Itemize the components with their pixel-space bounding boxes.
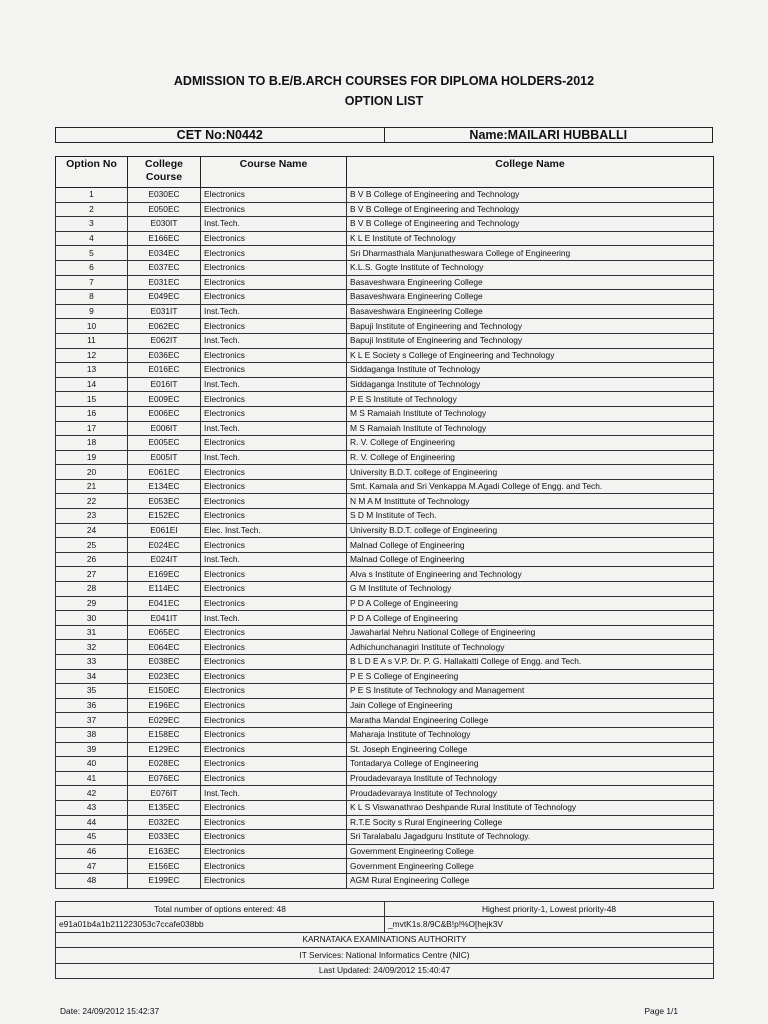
option-no-cell: 32 [56, 640, 128, 655]
option-no-cell: 31 [56, 625, 128, 640]
course-name-cell: Electronics [201, 406, 347, 421]
table-row [56, 231, 714, 246]
college-course-cell: E016EC [128, 363, 201, 378]
college-name-cell: M S Ramaiah Institute of Technology [347, 421, 714, 436]
college-name-cell: Sri Taralabalu Jagadguru Institute of Technology. [347, 830, 714, 845]
table-row [56, 465, 714, 480]
college-name-cell: K L E Institute of Technology [347, 231, 714, 246]
option-no-cell: 7 [56, 275, 128, 290]
table-row [56, 625, 714, 640]
table-row [56, 319, 714, 334]
option-no-cell: 3 [56, 217, 128, 232]
authority-name: KARNATAKA EXAMINATIONS AUTHORITY [56, 932, 714, 947]
course-name-cell: Electronics [201, 494, 347, 509]
college-course-cell: E009EC [128, 392, 201, 407]
college-name-cell: Jawaharlal Nehru National College of Engineering [347, 625, 714, 640]
option-no-cell: 12 [56, 348, 128, 363]
table-row [56, 479, 714, 494]
college-course-cell: E152EC [128, 509, 201, 524]
course-name-cell: Electronics [201, 582, 347, 597]
candidate-info-box [55, 127, 713, 143]
college-course-cell: E199EC [128, 873, 201, 888]
college-course-cell: E129EC [128, 742, 201, 757]
table-row [56, 188, 714, 203]
college-name-cell: Proudadevaraya Institute of Technology [347, 786, 714, 801]
college-course-cell: E076EC [128, 771, 201, 786]
college-course-cell: E053EC [128, 494, 201, 509]
option-no-cell: 40 [56, 757, 128, 772]
course-name-cell: Electronics [201, 246, 347, 261]
option-no-cell: 45 [56, 830, 128, 845]
course-name-cell: Electronics [201, 290, 347, 305]
college-course-cell: E031EC [128, 275, 201, 290]
table-row [56, 246, 714, 261]
course-name-cell: Inst.Tech. [201, 786, 347, 801]
option-no-cell: 24 [56, 523, 128, 538]
course-name-cell: Inst.Tech. [201, 333, 347, 348]
college-course-cell: E006IT [128, 421, 201, 436]
college-course-cell: E016IT [128, 377, 201, 392]
option-no-cell: 29 [56, 596, 128, 611]
table-row [56, 202, 714, 217]
table-row [56, 771, 714, 786]
option-no-cell: 1 [56, 188, 128, 203]
last-updated: Last Updated: 24/09/2012 15:40:47 [56, 963, 714, 978]
course-name-cell: Electronics [201, 479, 347, 494]
table-row [56, 859, 714, 874]
college-name-cell: University B.D.T. college of Engineering [347, 523, 714, 538]
table-row [56, 757, 714, 772]
college-course-cell: E156EC [128, 859, 201, 874]
course-name-cell: Electronics [201, 260, 347, 275]
college-name-cell: Malnad College of Engineering [347, 552, 714, 567]
course-name-cell: Electronics [201, 392, 347, 407]
college-course-cell: E024EC [128, 538, 201, 553]
college-name-cell: K.L.S. Gogte Institute of Technology [347, 260, 714, 275]
college-name-cell: P E S College of Engineering [347, 669, 714, 684]
table-row [56, 742, 714, 757]
table-row [56, 727, 714, 742]
college-name-cell: Government Engineering College [347, 859, 714, 874]
course-name-cell: Electronics [201, 363, 347, 378]
course-name-cell: Electronics [201, 771, 347, 786]
column-header-college-course: College Course [128, 157, 201, 188]
college-name-cell: Malnad College of Engineering [347, 538, 714, 553]
table-row [56, 436, 714, 451]
course-name-cell: Inst.Tech. [201, 552, 347, 567]
option-no-cell: 9 [56, 304, 128, 319]
hash-left: e91a01b4a1b211223053c7ccafe038bb [56, 917, 385, 932]
college-course-cell: E166EC [128, 231, 201, 246]
college-course-cell: E032EC [128, 815, 201, 830]
course-name-cell: Inst.Tech. [201, 304, 347, 319]
table-row [56, 523, 714, 538]
page-number: Page 1/1 [644, 1006, 678, 1016]
college-course-cell: E029EC [128, 713, 201, 728]
college-name-cell: Basaveshwara Engineering College [347, 290, 714, 305]
college-name-cell: B V B College of Engineering and Technology [347, 188, 714, 203]
college-name-cell: Adhichunchanagiri Institute of Technology [347, 640, 714, 655]
college-name-cell: B V B College of Engineering and Technology [347, 217, 714, 232]
college-name-cell: Government Engineering College [347, 844, 714, 859]
course-name-cell: Electronics [201, 713, 347, 728]
college-course-cell: E005EC [128, 436, 201, 451]
college-name-cell: P E S Institute of Technology and Management [347, 684, 714, 699]
option-no-cell: 17 [56, 421, 128, 436]
college-course-cell: E062EC [128, 319, 201, 334]
college-name-cell: Maratha Mandal Engineering College [347, 713, 714, 728]
table-row [56, 596, 714, 611]
table-row [56, 830, 714, 845]
option-no-cell: 46 [56, 844, 128, 859]
option-no-cell: 44 [56, 815, 128, 830]
college-course-cell: E041EC [128, 596, 201, 611]
college-name-cell: P D A College of Engineering [347, 596, 714, 611]
college-course-cell: E169EC [128, 567, 201, 582]
option-no-cell: 48 [56, 873, 128, 888]
option-no-cell: 19 [56, 450, 128, 465]
hash-right: _mvtK1s.8/9C&B!p!%O[hejk3V [385, 917, 714, 932]
college-name-cell: Smt. Kamala and Sri Venkappa M.Agadi College of Engg. and Tech. [347, 479, 714, 494]
college-course-cell: E036EC [128, 348, 201, 363]
option-no-cell: 39 [56, 742, 128, 757]
option-no-cell: 27 [56, 567, 128, 582]
course-name-cell: Inst.Tech. [201, 217, 347, 232]
college-course-cell: E065EC [128, 625, 201, 640]
college-course-cell: E041IT [128, 611, 201, 626]
table-row [56, 406, 714, 421]
option-no-cell: 14 [56, 377, 128, 392]
table-row [56, 290, 714, 305]
table-row [56, 333, 714, 348]
option-no-cell: 18 [56, 436, 128, 451]
course-name-cell: Electronics [201, 188, 347, 203]
college-course-cell: E030IT [128, 217, 201, 232]
college-name-cell: AGM Rural Engineering College [347, 873, 714, 888]
course-name-cell: Electronics [201, 465, 347, 480]
college-name-cell: R. V. College of Engineering [347, 450, 714, 465]
course-name-cell: Electronics [201, 830, 347, 845]
table-row [56, 713, 714, 728]
college-course-cell: E024IT [128, 552, 201, 567]
table-row [56, 363, 714, 378]
college-name-cell: Sri Dharmasthala Manjunatheswara College of Engineering [347, 246, 714, 261]
option-no-cell: 8 [56, 290, 128, 305]
college-course-cell: E033EC [128, 830, 201, 845]
college-name-cell: Jain College of Engineering [347, 698, 714, 713]
course-name-cell: Electronics [201, 596, 347, 611]
college-course-cell: E163EC [128, 844, 201, 859]
college-name-cell: Basaveshwara Engineering College [347, 275, 714, 290]
course-name-cell: Electronics [201, 655, 347, 670]
course-name-cell: Inst.Tech. [201, 611, 347, 626]
college-name-cell: St. Joseph Engineering College [347, 742, 714, 757]
course-name-cell: Electronics [201, 800, 347, 815]
college-name-cell: Alva s Institute of Engineering and Technology [347, 567, 714, 582]
course-name-cell: Electronics [201, 202, 347, 217]
college-course-cell: E158EC [128, 727, 201, 742]
option-no-cell: 35 [56, 684, 128, 699]
course-name-cell: Electronics [201, 859, 347, 874]
table-row [56, 421, 714, 436]
college-name-cell: S D M Institute of Tech. [347, 509, 714, 524]
college-course-cell: E049EC [128, 290, 201, 305]
college-name-cell: K L S Viswanathrao Deshpande Rural Institute of Technology [347, 800, 714, 815]
option-no-cell: 6 [56, 260, 128, 275]
course-name-cell: Electronics [201, 727, 347, 742]
table-row [56, 815, 714, 830]
table-row [56, 450, 714, 465]
table-row [56, 494, 714, 509]
college-course-cell: E114EC [128, 582, 201, 597]
document-title: ADMISSION TO B.E/B.ARCH COURSES FOR DIPLOMA HOLDERS-2012 [173, 74, 595, 88]
college-course-cell: E150EC [128, 684, 201, 699]
college-name-cell: Maharaja Institute of Technology [347, 727, 714, 742]
college-course-cell: E134EC [128, 479, 201, 494]
authority-row [56, 932, 714, 947]
course-name-cell: Electronics [201, 873, 347, 888]
college-name-cell: Siddaganga Institute of Technology [347, 363, 714, 378]
course-name-cell: Inst.Tech. [201, 377, 347, 392]
college-course-cell: E005IT [128, 450, 201, 465]
course-name-cell: Electronics [201, 319, 347, 334]
candidate-name: Name:MAILARI HUBBALLI [384, 128, 713, 142]
college-name-cell: K L E Society s College of Engineering and Technology [347, 348, 714, 363]
college-name-cell: R. V. College of Engineering [347, 436, 714, 451]
option-no-cell: 5 [56, 246, 128, 261]
course-name-cell: Electronics [201, 567, 347, 582]
table-row [56, 873, 714, 888]
course-name-cell: Electronics [201, 815, 347, 830]
option-no-cell: 20 [56, 465, 128, 480]
college-course-cell: E031IT [128, 304, 201, 319]
table-row [56, 275, 714, 290]
college-course-cell: E028EC [128, 757, 201, 772]
table-row [56, 684, 714, 699]
college-name-cell: University B.D.T. college of Engineering [347, 465, 714, 480]
table-body [56, 188, 714, 889]
course-name-cell: Elec. Inst.Tech. [201, 523, 347, 538]
column-header-college-name: College Name [347, 157, 714, 188]
table-row [56, 304, 714, 319]
option-no-cell: 41 [56, 771, 128, 786]
college-course-cell: E064EC [128, 640, 201, 655]
option-no-cell: 42 [56, 786, 128, 801]
college-course-cell: E050EC [128, 202, 201, 217]
table-row [56, 698, 714, 713]
course-name-cell: Electronics [201, 348, 347, 363]
table-row [56, 800, 714, 815]
college-course-cell: E061EI [128, 523, 201, 538]
college-course-cell: E034EC [128, 246, 201, 261]
table-row [56, 552, 714, 567]
summary-row [56, 902, 714, 917]
option-no-cell: 4 [56, 231, 128, 246]
option-no-cell: 13 [56, 363, 128, 378]
college-name-cell: Siddaganga Institute of Technology [347, 377, 714, 392]
option-no-cell: 16 [56, 406, 128, 421]
table-row [56, 640, 714, 655]
column-header-option-no: Option No [56, 157, 128, 188]
college-course-cell: E038EC [128, 655, 201, 670]
option-no-cell: 38 [56, 727, 128, 742]
college-course-cell: E006EC [128, 406, 201, 421]
table-row [56, 582, 714, 597]
course-name-cell: Electronics [201, 640, 347, 655]
summary-table [55, 901, 714, 979]
college-name-cell: B V B College of Engineering and Technology [347, 202, 714, 217]
college-name-cell: B L D E A s V.P. Dr. P. G. Hallakatti College of Engg. and Tech. [347, 655, 714, 670]
option-no-cell: 11 [56, 333, 128, 348]
print-date: Date: 24/09/2012 15:42:37 [60, 1006, 160, 1016]
table-row [56, 567, 714, 582]
course-name-cell: Electronics [201, 684, 347, 699]
option-no-cell: 30 [56, 611, 128, 626]
course-name-cell: Electronics [201, 669, 347, 684]
course-name-cell: Electronics [201, 538, 347, 553]
table-header-row [56, 157, 714, 188]
college-name-cell: N M A M Instittute of Technology [347, 494, 714, 509]
course-name-cell: Electronics [201, 625, 347, 640]
college-course-cell: E135EC [128, 800, 201, 815]
last-updated-row [56, 963, 714, 978]
table-row [56, 538, 714, 553]
table-row [56, 786, 714, 801]
option-no-cell: 15 [56, 392, 128, 407]
course-name-cell: Electronics [201, 231, 347, 246]
option-no-cell: 28 [56, 582, 128, 597]
course-name-cell: Electronics [201, 742, 347, 757]
college-name-cell: G M Institute of Technology [347, 582, 714, 597]
it-services-row [56, 948, 714, 963]
college-name-cell: P E S Institute of Technology [347, 392, 714, 407]
college-course-cell: E061EC [128, 465, 201, 480]
option-no-cell: 37 [56, 713, 128, 728]
college-course-cell: E037EC [128, 260, 201, 275]
course-name-cell: Electronics [201, 509, 347, 524]
table-row [56, 655, 714, 670]
table-row [56, 669, 714, 684]
course-name-cell: Inst.Tech. [201, 450, 347, 465]
college-name-cell: Proudadevaraya Institute of Technology [347, 771, 714, 786]
table-row [56, 377, 714, 392]
college-name-cell: P D A College of Engineering [347, 611, 714, 626]
option-no-cell: 34 [56, 669, 128, 684]
course-name-cell: Electronics [201, 844, 347, 859]
college-name-cell: Bapuji Institute of Engineering and Technology [347, 333, 714, 348]
option-no-cell: 21 [56, 479, 128, 494]
option-no-cell: 26 [56, 552, 128, 567]
option-no-cell: 36 [56, 698, 128, 713]
option-no-cell: 25 [56, 538, 128, 553]
option-no-cell: 2 [56, 202, 128, 217]
table-row [56, 509, 714, 524]
college-name-cell: Bapuji Institute of Engineering and Technology [347, 319, 714, 334]
table-row [56, 392, 714, 407]
course-name-cell: Electronics [201, 436, 347, 451]
course-name-cell: Electronics [201, 275, 347, 290]
college-course-cell: E196EC [128, 698, 201, 713]
cet-number: CET No:N0442 [176, 128, 263, 142]
college-name-cell: Tontadarya College of Engineering [347, 757, 714, 772]
option-no-cell: 33 [56, 655, 128, 670]
option-no-cell: 23 [56, 509, 128, 524]
course-name-cell: Inst.Tech. [201, 421, 347, 436]
option-no-cell: 43 [56, 800, 128, 815]
column-header-course-name: Course Name [201, 157, 347, 188]
course-name-cell: Electronics [201, 757, 347, 772]
option-no-cell: 22 [56, 494, 128, 509]
document-subtitle: OPTION LIST [344, 94, 424, 108]
college-name-cell: Basaveshwara Engineering College [347, 304, 714, 319]
option-no-cell: 47 [56, 859, 128, 874]
option-no-cell: 10 [56, 319, 128, 334]
table-row [56, 611, 714, 626]
it-services: IT Services: National Informatics Centre (NIC) [56, 948, 714, 963]
total-options: Total number of options entered: 48 [56, 902, 385, 917]
college-course-cell: E062IT [128, 333, 201, 348]
table-row [56, 844, 714, 859]
table-row [56, 260, 714, 275]
option-list-table [55, 156, 714, 889]
college-name-cell: R.T.E Socity s Rural Engineering College [347, 815, 714, 830]
table-row [56, 217, 714, 232]
college-course-cell: E030EC [128, 188, 201, 203]
priority-note: Highest priority-1, Lowest priority-48 [385, 902, 714, 917]
table-row [56, 348, 714, 363]
course-name-cell: Electronics [201, 698, 347, 713]
hash-row [56, 917, 714, 932]
college-name-cell: M S Ramaiah Institute of Technology [347, 406, 714, 421]
college-course-cell: E076IT [128, 786, 201, 801]
college-course-cell: E023EC [128, 669, 201, 684]
